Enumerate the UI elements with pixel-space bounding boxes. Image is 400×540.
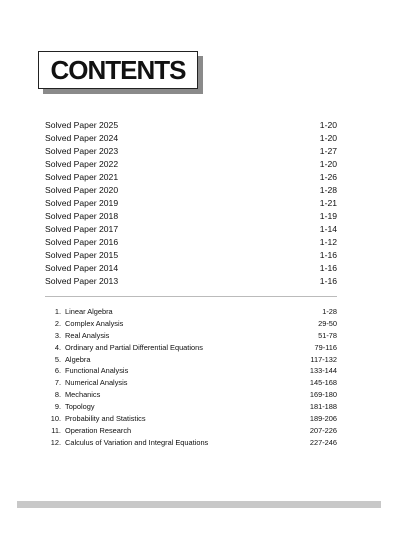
chapter-name: Functional Analysis	[65, 366, 129, 376]
list-item[interactable]	[45, 437, 337, 449]
chapter-pages: 169-180	[309, 390, 337, 400]
paper-pages: 1-12	[319, 237, 337, 247]
chapter-name: Algebra	[65, 354, 91, 364]
paper-label: Solved Paper 2019	[45, 198, 119, 208]
chapter-number: 2.	[54, 318, 61, 328]
paper-pages: 1-28	[319, 185, 337, 195]
list-item[interactable]	[45, 119, 337, 132]
paper-label: Solved Paper 2020	[45, 185, 119, 195]
paper-pages: 1-14	[319, 224, 337, 234]
paper-pages: 1-19	[319, 211, 337, 221]
chapter-pages: 227-246	[309, 437, 337, 447]
list-item[interactable]	[45, 236, 337, 249]
list-item[interactable]	[45, 249, 337, 262]
paper-pages: 1-16	[319, 276, 337, 286]
list-item[interactable]	[45, 377, 337, 389]
list-item[interactable]	[45, 184, 337, 197]
list-item[interactable]	[45, 354, 337, 366]
paper-pages: 1-16	[319, 250, 337, 260]
paper-pages: 1-21	[319, 198, 337, 208]
paper-label: Solved Paper 2025	[45, 120, 119, 130]
chapter-pages: 145-168	[309, 378, 337, 388]
chapter-name: Calculus of Variation and Integral Equations	[65, 437, 209, 447]
chapter-pages: 117-132	[310, 354, 337, 364]
chapter-number: 6.	[54, 366, 61, 376]
chapter-number: 5.	[54, 354, 61, 364]
list-item[interactable]	[45, 306, 337, 318]
chapter-name: Real Analysis	[65, 330, 110, 340]
chapter-number: 8.	[54, 390, 61, 400]
list-item[interactable]	[45, 389, 337, 401]
list-item[interactable]	[45, 342, 337, 354]
list-item[interactable]	[45, 318, 337, 330]
paper-label: Solved Paper 2024	[45, 133, 119, 143]
chapter-name: Topology	[65, 402, 95, 412]
chapter-number: 10.	[50, 414, 61, 424]
list-item[interactable]	[45, 401, 337, 413]
solved-papers-list	[45, 119, 337, 288]
chapter-name: Probability and Statistics	[65, 414, 146, 424]
paper-pages: 1-20	[319, 133, 337, 143]
paper-pages: 1-20	[319, 120, 337, 130]
paper-pages: 1-27	[319, 146, 337, 156]
list-item[interactable]	[45, 330, 337, 342]
chapter-name: Operation Research	[65, 425, 132, 435]
paper-pages: 1-26	[319, 172, 337, 182]
paper-label: Solved Paper 2016	[45, 237, 119, 247]
paper-label: Solved Paper 2013	[45, 276, 119, 286]
chapter-number: 7.	[54, 378, 61, 388]
chapter-number: 4.	[54, 342, 61, 352]
chapter-pages: 133-144	[309, 366, 337, 376]
list-item[interactable]	[45, 132, 337, 145]
paper-label: Solved Paper 2017	[45, 224, 119, 234]
contents-title-box	[38, 51, 198, 89]
chapter-number: 9.	[54, 402, 61, 412]
list-item[interactable]	[45, 210, 337, 223]
chapter-number: 3.	[54, 330, 61, 340]
list-item[interactable]	[45, 171, 337, 184]
chapter-name: Ordinary and Partial Differential Equations	[65, 342, 203, 352]
list-item[interactable]	[45, 425, 337, 437]
chapter-name: Complex Analysis	[65, 318, 124, 328]
chapters-list	[45, 306, 337, 449]
chapter-name: Numerical Analysis	[65, 378, 128, 388]
paper-label: Solved Paper 2021	[45, 172, 119, 182]
list-item[interactable]	[45, 365, 337, 377]
chapter-number: 1.	[54, 307, 61, 316]
chapter-pages: 181-188	[309, 402, 337, 412]
list-item[interactable]	[45, 145, 337, 158]
list-item[interactable]	[45, 262, 337, 275]
paper-pages: 1-20	[319, 159, 337, 169]
list-item[interactable]	[45, 197, 337, 210]
chapter-pages: 1-28	[322, 307, 337, 316]
footer-bar	[17, 501, 381, 508]
paper-label: Solved Paper 2015	[45, 250, 119, 260]
list-item[interactable]	[45, 275, 337, 288]
paper-pages: 1-16	[319, 263, 337, 273]
list-item[interactable]	[45, 223, 337, 236]
chapter-number: 12.	[50, 437, 61, 447]
chapter-pages: 79-116	[314, 342, 337, 352]
paper-label: Solved Paper 2018	[45, 211, 119, 221]
list-item[interactable]	[45, 413, 337, 425]
chapter-name: Mechanics	[65, 390, 101, 400]
chapter-pages: 29-50	[318, 318, 337, 328]
paper-label: Solved Paper 2022	[45, 159, 119, 169]
chapter-name: Linear Algebra	[65, 307, 113, 316]
paper-label: Solved Paper 2023	[45, 146, 119, 156]
chapter-number: 11.	[51, 425, 61, 435]
chapter-pages: 189-206	[309, 414, 337, 424]
list-item[interactable]	[45, 158, 337, 171]
section-divider	[45, 296, 337, 297]
chapter-pages: 207-226	[309, 425, 337, 435]
chapter-pages: 51-78	[318, 330, 337, 340]
page-title: CONTENTS	[50, 55, 186, 85]
paper-label: Solved Paper 2014	[45, 263, 119, 273]
